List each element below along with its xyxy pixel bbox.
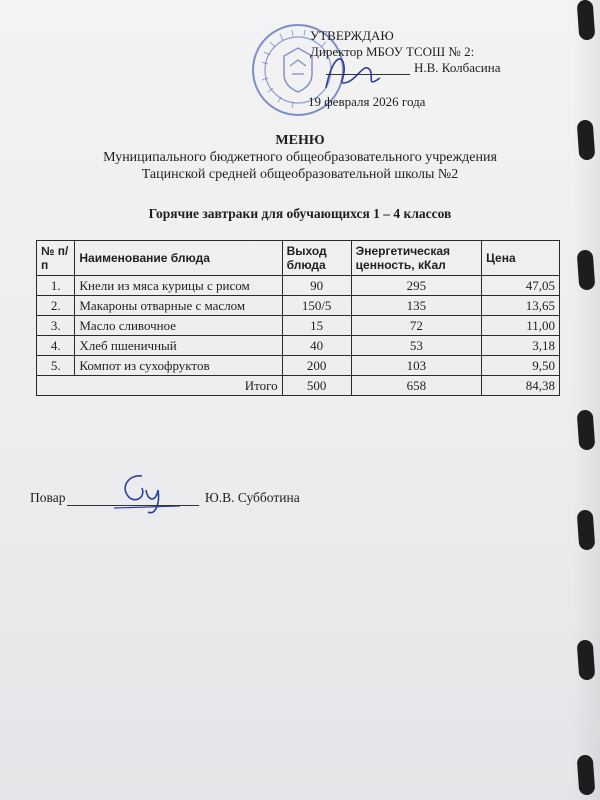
binder-hole	[577, 0, 596, 41]
row-dish-name: Компот из сухофруктов	[75, 356, 282, 376]
document-heading	[0, 132, 600, 183]
menu-table	[36, 240, 560, 396]
column-header-number: № п/п	[37, 241, 75, 276]
row-number: 1.	[37, 276, 75, 296]
row-number: 3.	[37, 316, 75, 336]
row-energy: 135	[351, 296, 481, 316]
institution-line-1: Муниципального бюджетного общеобразовательного учреждения	[103, 150, 497, 165]
approval-date: 19 февраля 2026 года	[308, 94, 426, 109]
signature-line	[326, 74, 410, 75]
row-price: 3,18	[482, 336, 560, 356]
column-header-dish: Наименование блюда	[75, 241, 282, 276]
total-label: Итого	[37, 376, 283, 396]
binder-edge	[572, 0, 600, 800]
table-header-row	[37, 241, 560, 276]
table-body	[37, 276, 560, 376]
binder-hole	[577, 409, 596, 450]
approval-title: УТВЕРЖДАЮ	[310, 28, 394, 43]
row-output: 40	[282, 336, 351, 356]
approval-role: Директор МБОУ ТСОШ № 2:	[310, 44, 475, 59]
row-energy: 72	[351, 316, 481, 336]
total-price: 84,38	[482, 376, 560, 396]
binder-hole	[577, 509, 596, 550]
binder-hole	[577, 754, 596, 795]
row-dish-name: Макароны отварные с маслом	[75, 296, 282, 316]
row-price: 13,65	[482, 296, 560, 316]
table-row	[37, 276, 560, 296]
table-title: Горячие завтраки для обучающихся 1 – 4 классов	[148, 206, 452, 221]
row-price: 9,50	[482, 356, 560, 376]
row-output: 90	[282, 276, 351, 296]
row-dish-name: Хлеб пшеничный	[75, 336, 282, 356]
table-row	[37, 296, 560, 316]
row-energy: 295	[351, 276, 481, 296]
cook-role: Повар	[30, 490, 66, 505]
row-number: 5.	[37, 356, 75, 376]
row-output: 150/5	[282, 296, 351, 316]
cook-name: Ю.В. Субботина	[204, 490, 300, 505]
binder-hole	[577, 249, 596, 290]
table-row	[37, 356, 560, 376]
table-row	[37, 316, 560, 336]
menu-title: МЕНЮ	[275, 133, 325, 148]
column-header-price: Цена	[482, 241, 560, 276]
row-dish-name: Кнели из мяса курицы с рисом	[75, 276, 282, 296]
binder-hole	[577, 639, 596, 680]
row-price: 11,00	[482, 316, 560, 336]
total-row	[37, 376, 560, 396]
total-output: 500	[282, 376, 351, 396]
cook-signoff	[30, 490, 300, 506]
table-row	[37, 336, 560, 356]
row-number: 2.	[37, 296, 75, 316]
row-energy: 53	[351, 336, 481, 356]
row-price: 47,05	[482, 276, 560, 296]
row-energy: 103	[351, 356, 481, 376]
column-header-energy: Энергетическая ценность, кКал	[351, 241, 481, 276]
row-output: 15	[282, 316, 351, 336]
total-energy: 658	[351, 376, 481, 396]
column-header-output: Выход блюда	[282, 241, 351, 276]
approval-name: Н.В. Колбасина	[414, 60, 501, 75]
institution-line-2: Тацинской средней общеобразовательной школы №2	[141, 167, 459, 182]
cook-signature-line	[67, 505, 199, 506]
row-number: 4.	[37, 336, 75, 356]
row-dish-name: Масло сливочное	[75, 316, 282, 336]
row-output: 200	[282, 356, 351, 376]
